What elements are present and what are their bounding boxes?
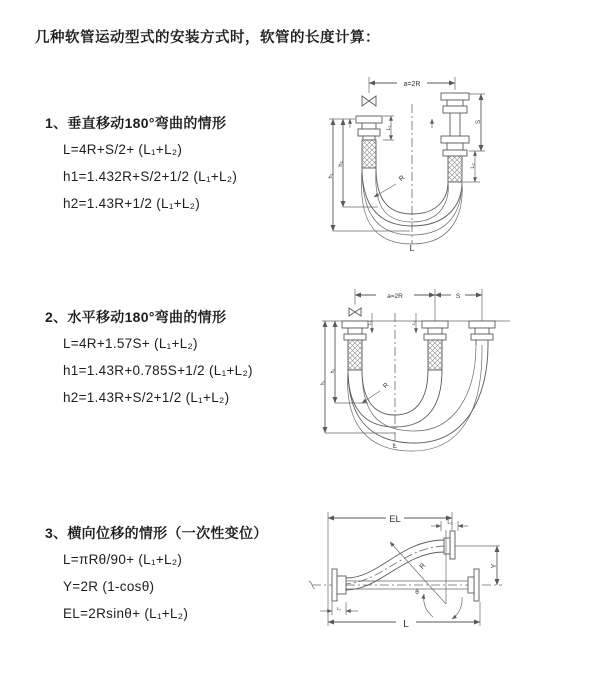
radius-pointer xyxy=(374,174,406,197)
dimension-el xyxy=(328,512,452,626)
valve-icon xyxy=(362,96,376,106)
braided-section xyxy=(348,340,362,370)
formula-line: Y=2R (1-cosθ) xyxy=(63,579,155,594)
section-vertical-movement xyxy=(45,110,237,217)
s-label: S xyxy=(455,293,461,300)
braided-section xyxy=(448,156,462,182)
r-label: R xyxy=(418,562,428,571)
l1-label: L₁ xyxy=(367,320,372,326)
loop-width-label: a=2R xyxy=(387,293,403,300)
braided-section xyxy=(362,140,376,168)
l1-label: L₁ xyxy=(336,606,342,611)
dimension-l xyxy=(328,602,480,630)
length-label: L xyxy=(403,619,409,630)
radius-pointer xyxy=(362,381,390,403)
section-heading: 1、垂直移动180°弯曲的情形 xyxy=(45,115,227,131)
diagram-lateral-displacement xyxy=(300,500,600,650)
section-heading: 2、水平移动180°弯曲的情形 xyxy=(45,309,227,325)
right-fitting-shifted xyxy=(469,321,495,345)
l2-label: L₂ xyxy=(411,320,416,326)
diagram-vertical-travel xyxy=(312,70,594,255)
page-title: 几种软管运动型式的安装方式时，软管的长度计算： xyxy=(35,30,380,46)
formula-line: h1=1.43R+0.785S+1/2 (L₁+L₂) xyxy=(63,363,253,378)
dimension-stroke-s xyxy=(469,94,485,151)
theta-label: θ xyxy=(415,589,419,596)
length-label: L xyxy=(392,441,398,450)
length-label: L xyxy=(409,243,415,253)
formula-line: L=4R+1.57S+ (L₁+L₂) xyxy=(63,336,198,351)
r-label: R xyxy=(381,381,391,390)
l1-label: L₁ xyxy=(386,125,392,131)
diagram-horizontal-travel xyxy=(310,283,592,458)
hose-curves xyxy=(348,345,488,451)
l2-label: L₂ xyxy=(447,520,453,526)
h2-label: h₂ xyxy=(330,368,336,374)
dimension-l1 xyxy=(367,313,372,333)
h1-label: h₁ xyxy=(328,173,334,179)
formula-line: L=4R+S/2+ (L₁+L₂) xyxy=(63,142,183,157)
l2-label: L₂ xyxy=(470,163,476,169)
right-fitting-lower xyxy=(441,136,469,182)
formula-line: h2=1.43R+1/2 (L₁+L₂) xyxy=(63,196,201,211)
dimension-loop-width xyxy=(369,77,455,93)
valve-icon xyxy=(349,308,361,316)
braided-section xyxy=(428,340,442,370)
loop-width-label: a=2R xyxy=(403,81,421,88)
section-horizontal-movement xyxy=(45,304,253,411)
left-fitting xyxy=(356,116,382,168)
dimension-l1 xyxy=(383,116,394,140)
y-label: Y xyxy=(491,563,498,569)
h1-label: h₁ xyxy=(320,380,326,386)
dimension-loop-width xyxy=(355,289,482,321)
s-label: S xyxy=(476,119,482,125)
dimension-stroke-s xyxy=(435,293,482,300)
right-flange-original xyxy=(468,569,479,601)
left-flange xyxy=(332,569,346,601)
left-fitting xyxy=(342,321,368,370)
formula-line: h1=1.432R+S/2+1/2 (L₁+L₂) xyxy=(63,169,238,184)
el-label: EL xyxy=(389,514,401,525)
formula-line: h2=1.43R+S/2+1/2 (L₁+L₂) xyxy=(63,390,230,405)
dimension-l1 xyxy=(320,602,358,615)
h2-label: h₂ xyxy=(338,161,344,167)
formula-line: L=πRθ/90+ (L₁+L₂) xyxy=(63,552,183,567)
middle-fitting xyxy=(422,321,448,370)
formula-line: EL=2Rsinθ+ (L₁+L₂) xyxy=(63,606,189,621)
section-lateral-displacement xyxy=(45,520,268,627)
section-heading: 3、横向位移的情形（一次性变位） xyxy=(45,525,268,541)
right-fitting-upper xyxy=(441,93,469,136)
dimension-l2 xyxy=(411,313,416,333)
r-label: R xyxy=(397,174,407,183)
dimension-l2 xyxy=(431,520,468,531)
